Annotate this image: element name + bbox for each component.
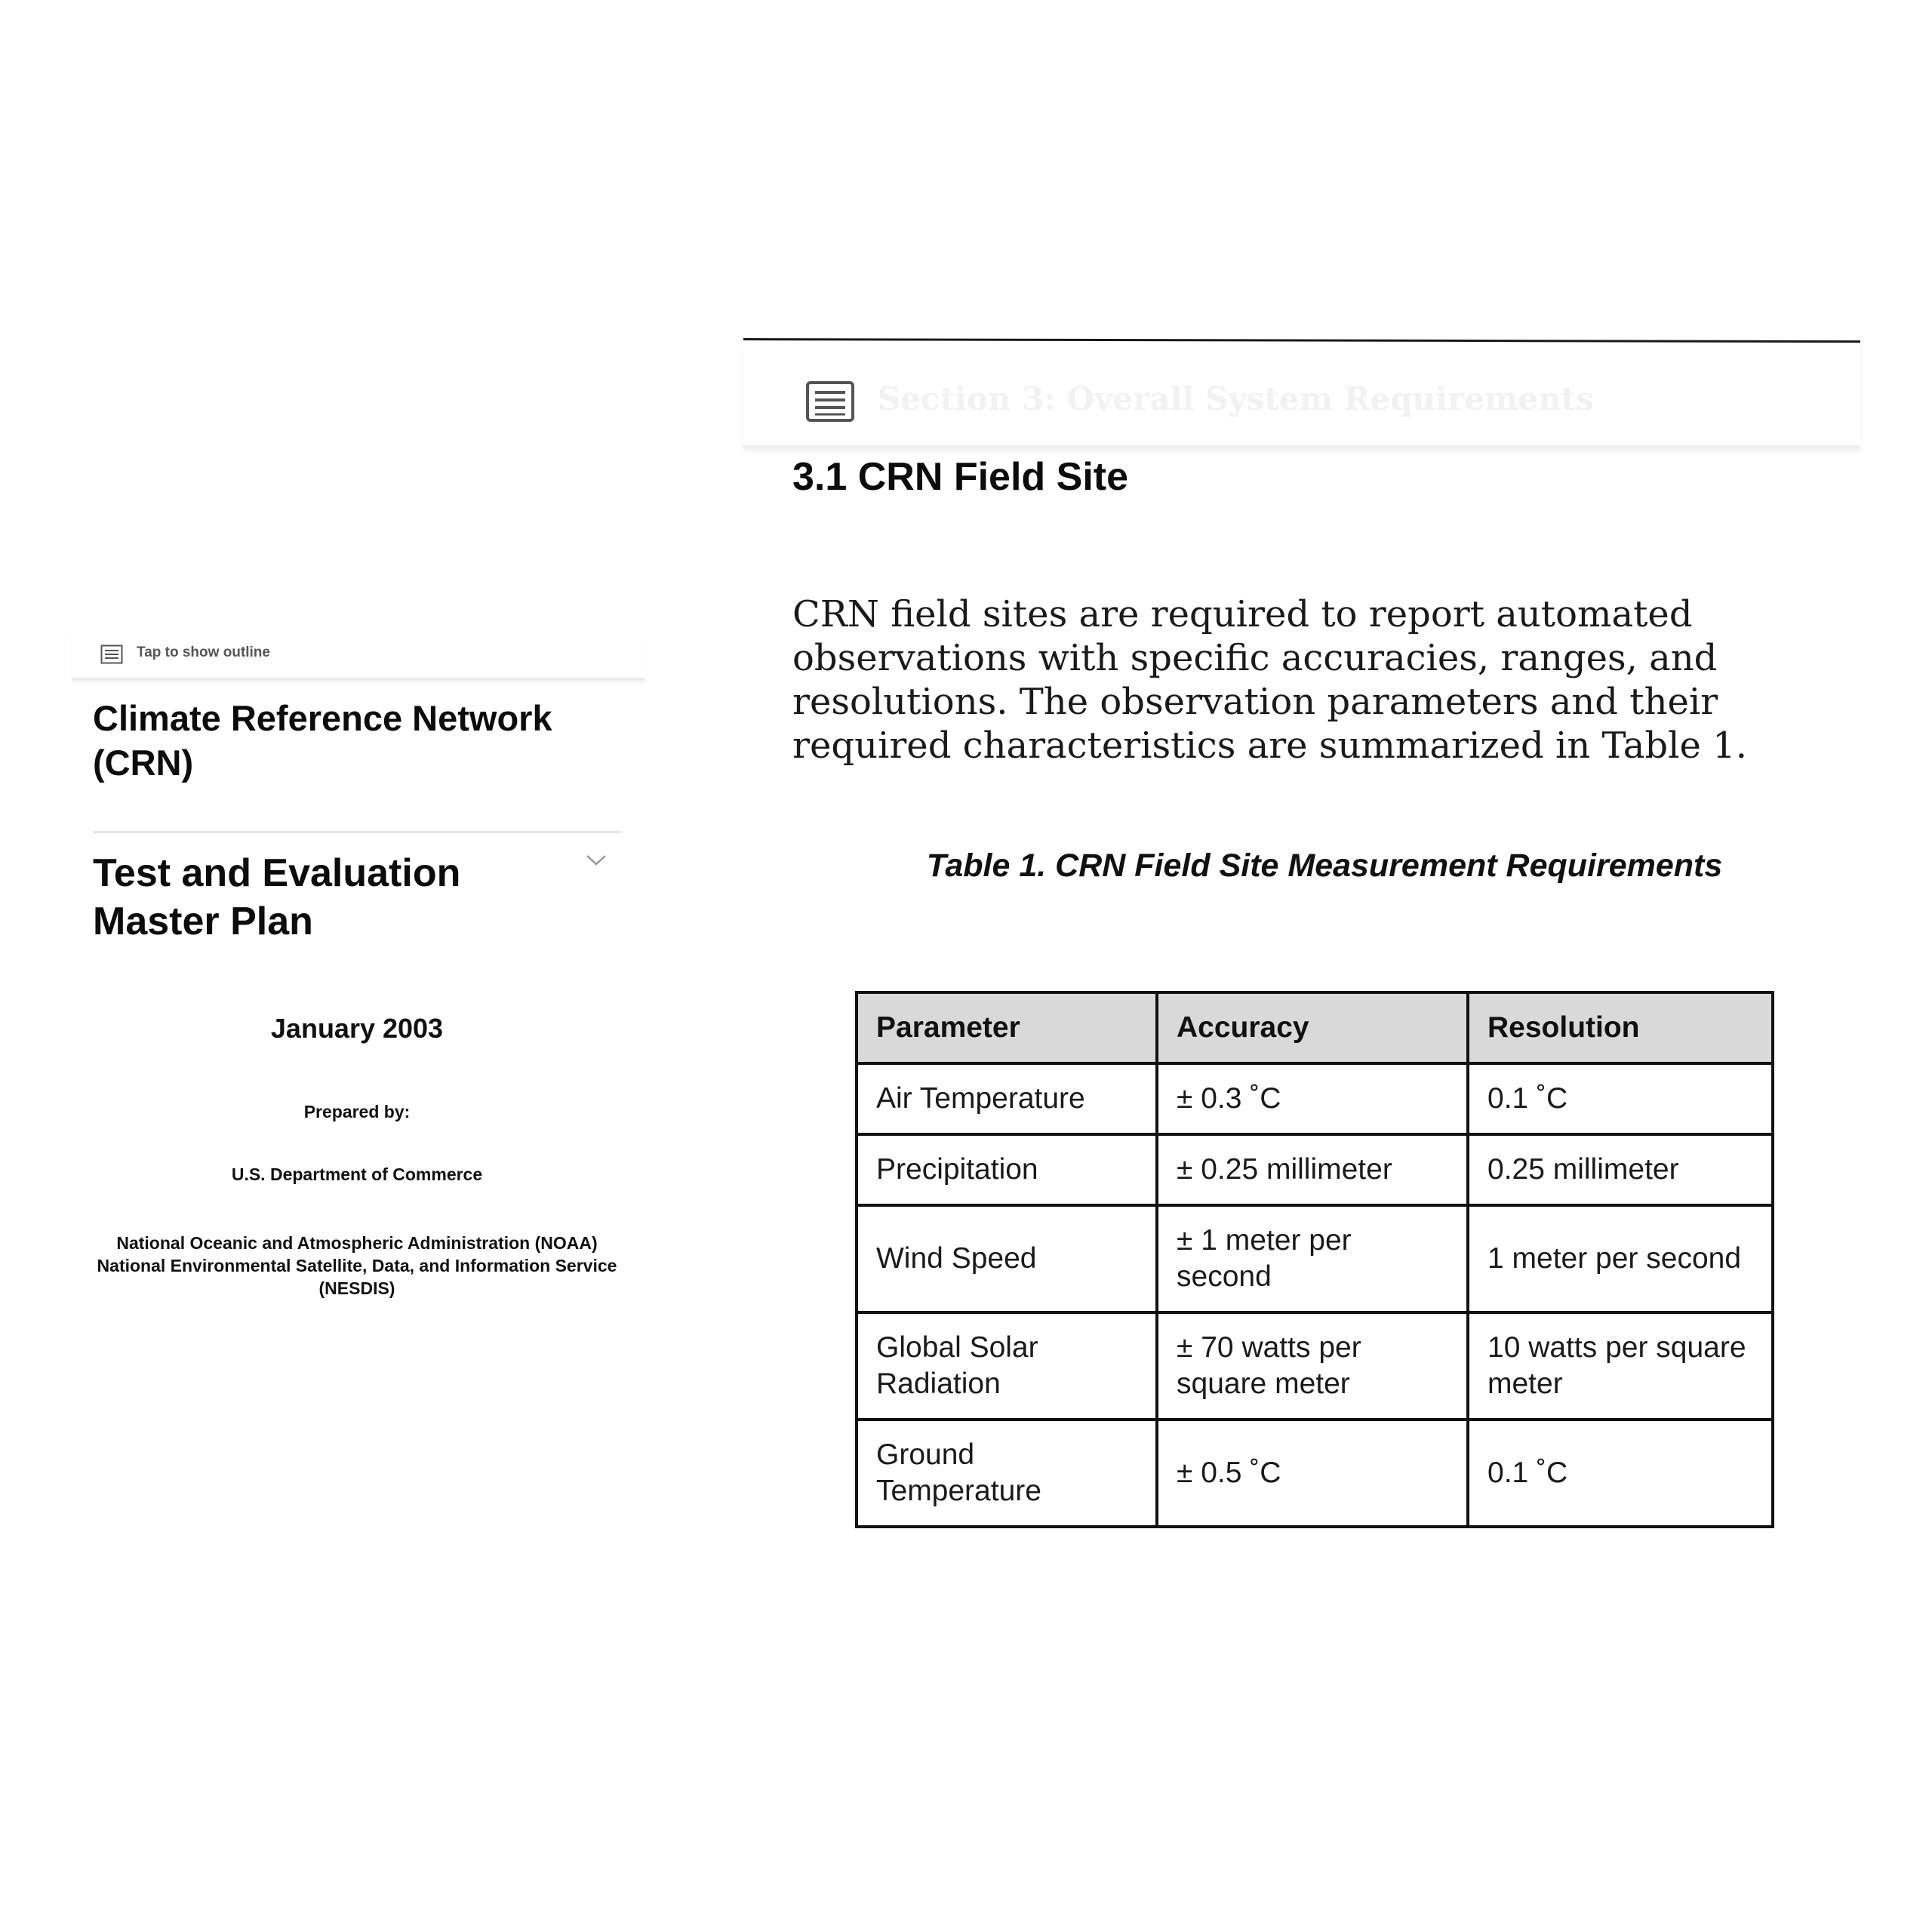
table-cell: 1 meter per second	[1468, 1205, 1773, 1312]
section-body-text: CRN field sites are required to report automated observations with specific accuracies, ranges, and resolutions. The observation parameters and their required characteristics are summarized in Table 1.	[792, 593, 1747, 767]
table-row	[857, 1134, 1773, 1205]
table-cell: Air Temperature	[857, 1063, 1157, 1134]
table-cell: 10 watts per square meter	[1468, 1312, 1773, 1420]
table-cell: Global Solar Radiation	[857, 1312, 1157, 1420]
department-name: U.S. Department of Commerce	[231, 1164, 483, 1184]
outline-icon[interactable]	[100, 645, 123, 664]
agency-line: (NESDIS)	[318, 1278, 395, 1298]
table-row	[857, 1205, 1773, 1312]
table-cell: ± 0.25 millimeter	[1157, 1134, 1468, 1205]
document-title: Climate Reference Network (CRN)	[93, 698, 552, 783]
table-cell: Precipitation	[857, 1134, 1157, 1205]
table-row	[857, 1063, 1773, 1134]
table-row	[857, 1420, 1773, 1527]
document-content-panel	[743, 332, 1860, 1540]
table-cell: Ground Temperature	[857, 1420, 1157, 1527]
table-cell: ± 1 meter per second	[1157, 1205, 1468, 1312]
document-date: January 2003	[270, 1013, 444, 1044]
section-header-bar[interactable]	[743, 341, 1860, 449]
section-header-title: Section 3: Overall System Requirements	[878, 380, 1594, 417]
table-header-cell: Resolution	[1468, 992, 1773, 1063]
outline-toggle-bar[interactable]	[72, 632, 645, 681]
outline-toggle-label[interactable]: Tap to show outline	[137, 645, 270, 660]
table-cell: 0.25 millimeter	[1468, 1134, 1773, 1205]
menu-icon[interactable]	[805, 380, 855, 423]
table-cell: ± 70 watts per square meter	[1157, 1312, 1468, 1420]
agency-line: National Oceanic and Atmospheric Administration (NOAA)	[116, 1233, 598, 1253]
table-row	[857, 1312, 1773, 1420]
table-cell: 0.1 ˚C	[1468, 1420, 1773, 1527]
table-cell: Wind Speed	[857, 1205, 1157, 1312]
prepared-by-label: Prepared by:	[303, 1102, 411, 1121]
document-subtitle: Test and Evaluation Master Plan	[93, 851, 461, 943]
table-cell: ± 0.3 ˚C	[1157, 1063, 1468, 1134]
title-divider	[93, 831, 621, 833]
table-caption: Table 1. CRN Field Site Measurement Requirements	[926, 848, 1723, 884]
table-header-cell: Accuracy	[1157, 992, 1468, 1063]
agency-line: National Environmental Satellite, Data, and Information Service	[97, 1256, 617, 1275]
table-cell: ± 0.5 ˚C	[1157, 1420, 1468, 1527]
table-header-cell: Parameter	[857, 992, 1157, 1063]
document-cover-panel	[72, 626, 645, 1306]
table-cell: 0.1 ˚C	[1468, 1063, 1773, 1134]
measurement-requirements-table	[855, 991, 1774, 1528]
section-title: 3.1 CRN Field Site	[792, 455, 1128, 499]
chevron-down-icon[interactable]	[585, 851, 608, 869]
table-header-row	[857, 992, 1773, 1063]
agency-block	[85, 1232, 629, 1300]
